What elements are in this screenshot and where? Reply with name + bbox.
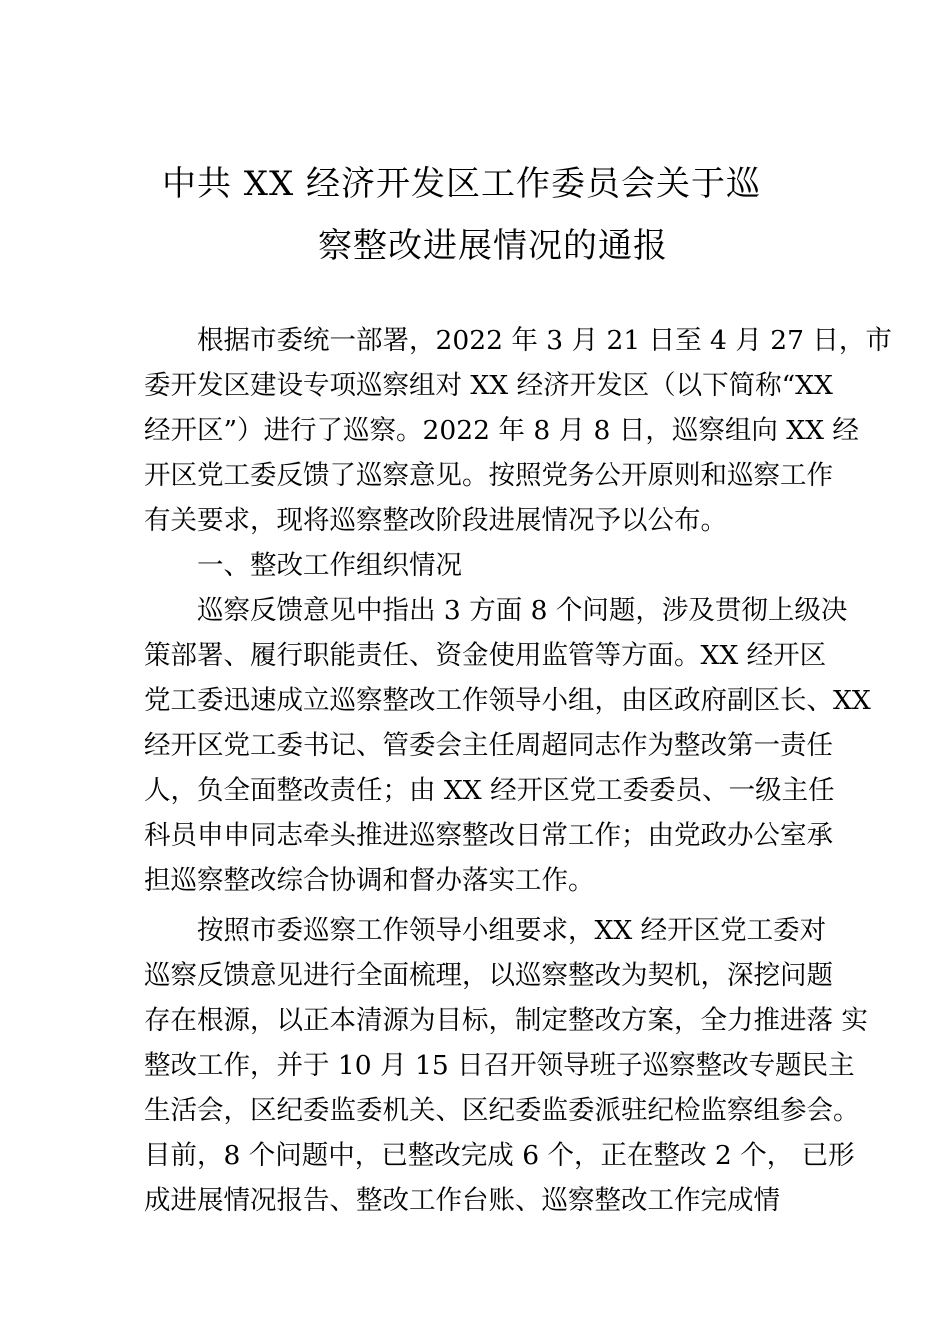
section-heading-1: 一、整改工作组织情况 [144,550,462,581]
body-line-9: 党工委迅速成立巡察整改工作领导小组，由区政府副区长、XX [144,685,871,716]
body-line-1: 根据市委统一部署，2022 年 3 月 21 日至 4 月 27 日，市 [144,325,892,356]
body-line-8: 策部署、履行职能责任、资金使用监管等方面。XX 经开区 [144,640,827,671]
body-line-11: 人，负全面整改责任；由 XX 经开区党工委委员、一级主任 [144,775,835,806]
document-title-line-2: 察整改进展情况的通报 [318,226,668,266]
body-line-14: 按照市委巡察工作领导小组要求，XX 经开区党工委对 [144,915,827,946]
body-line-17: 整改工作，并于 10 月 15 日召开领导班子巡察整改专题民主 [144,1050,855,1081]
body-line-13: 担巡察整改综合协调和督办落实工作。 [144,865,595,896]
body-line-3: 经开区”）进行了巡察。2022 年 8 月 8 日，巡察组向 XX 经 [144,415,859,446]
body-line-20: 成进展情况报告、整改工作台账、巡察整改工作完成情 [144,1185,780,1216]
body-line-10: 经开区党工委书记、管委会主任周超同志作为整改第一责任 [144,730,833,761]
body-line-5: 有关要求，现将巡察整改阶段进展情况予以公布。 [144,505,727,536]
body-line-15: 巡察反馈意见进行全面梳理，以巡察整改为契机，深挖问题 [144,960,833,991]
body-line-7: 巡察反馈意见中指出 3 方面 8 个问题，涉及贯彻上级决 [144,595,848,626]
document-title-line-1: 中共 XX 经济开发区工作委员会关于巡 [162,164,762,204]
body-line-4: 开区党工委反馈了巡察意见。按照党务公开原则和巡察工作 [144,460,833,491]
body-line-16: 存在根源，以正本清源为目标，制定整改方案，全力推进落 实 [144,1005,868,1036]
body-line-2: 委开发区建设专项巡察组对 XX 经济开发区（以下简称“XX [144,370,833,401]
body-line-12: 科员申申同志牵头推进巡察整改日常工作；由党政办公室承 [144,820,833,851]
body-line-19: 目前，8 个问题中，已整改完成 6 个，正在整改 2 个， 已形 [144,1140,855,1171]
body-line-18: 生活会，区纪委监委机关、区纪委监委派驻纪检监察组参会。 [144,1095,860,1126]
